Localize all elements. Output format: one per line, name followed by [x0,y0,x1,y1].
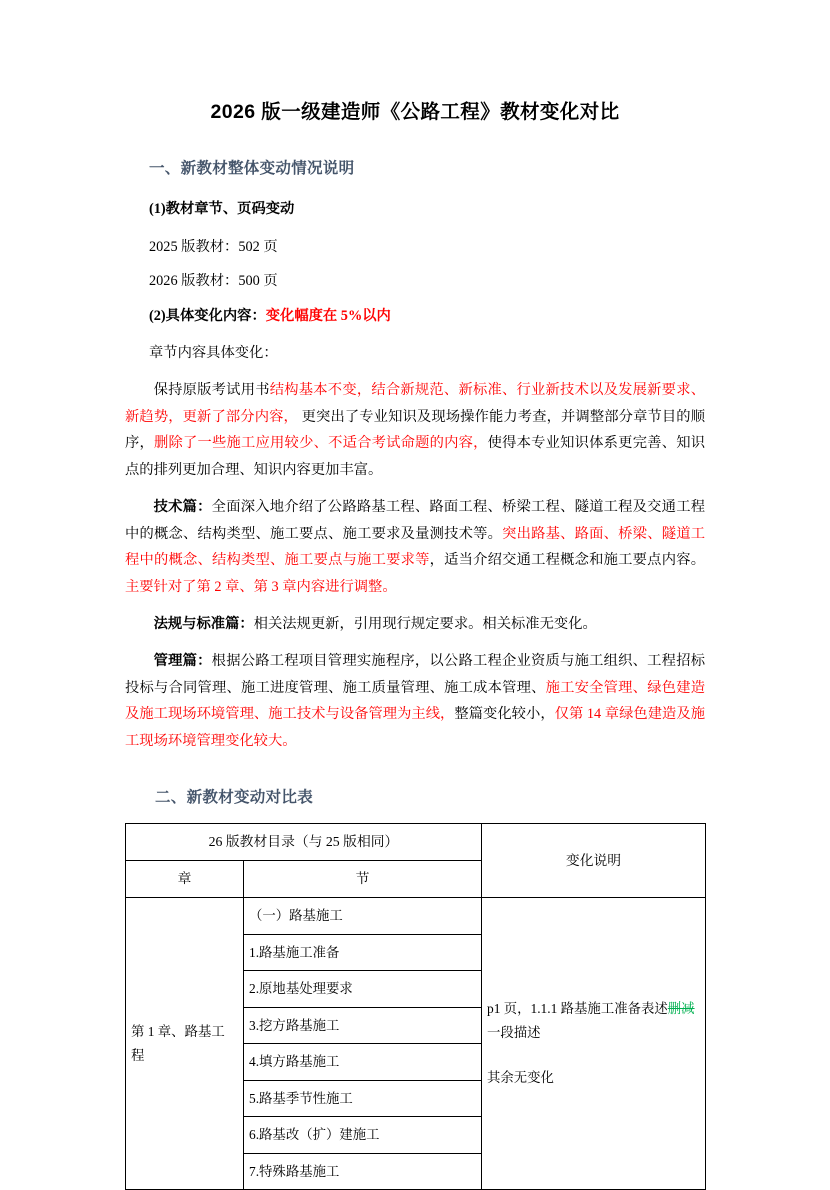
law-part-black-1: 相关法规更新，引用现行规定要求。相关标准无变化。 [253,615,597,632]
table-cell-section: （一）路基施工 [244,898,482,934]
note-black-1: p1 页，1.1.1 路基施工准备表述 [487,1001,668,1017]
table-cell-section: 5.路基季节性施工 [244,1080,482,1116]
table-header-row-1 [126,824,706,861]
page-title: 2026 版一级建造师《公路工程》教材变化对比 [210,101,620,123]
note-line-2: 其余无变化 [487,1070,554,1086]
overview-black-1: 保持原版考试用书 [153,382,270,399]
table-cell-section: 4.填方路基施工 [244,1044,482,1080]
table-cell-change-note [482,898,706,1190]
law-part-label: 法规与标准篇： [153,615,254,632]
table-row [126,898,706,934]
change-content-label: (2)具体变化内容： [149,307,266,324]
tech-part-paragraph [125,494,705,600]
overview-black-3: 使得本专业知识体系更完善、知识点的排列更加合理、知识内容更加丰富。 [125,435,706,478]
table-cell-section: 3.挖方路基施工 [244,1007,482,1043]
manage-part-black-2: 整篇变化较小， [454,706,555,723]
manage-part-paragraph [125,648,705,754]
table-header-change-note: 变化说明 [482,824,706,898]
note-black-2: 一段描述 [487,1024,541,1040]
manage-part-red-1: 施工安全管理、绿色建造及施工现场环境管理、施工技术与设备管理为主线， [125,679,706,723]
table-cell-section: 7.特殊路基施工 [244,1153,482,1189]
manage-part-black-1: 根据公路工程项目管理实施程序，以公路工程企业资质与施工组织、工程招标投标与合同管理、施工进度管理、施工质量管理、施工成本管理、 [125,653,706,696]
table-header-catalog: 26 版教材目录（与 25 版相同） [126,824,482,861]
tech-part-red-2: 主要针对了第 2 章、第 3 章内容进行调整。 [125,578,397,595]
tech-part-red-1: 突出路基、路面、桥梁、隧道工程中的概念、结构类型、施工要点与施工要求等 [125,525,706,569]
table-cell-section: 2.原地基处理要求 [244,971,482,1007]
note-line-1 [487,997,700,1044]
overview-red-2: 删除了一些施工应用较少、不适合考试命题的内容， [154,435,488,452]
item-label-change-content [149,303,705,329]
section-heading-two: 二、新教材变动对比表 [155,789,314,807]
manage-part-red-2: 仅第 14 章绿色建造及施工现场环境管理变化较大。 [125,706,705,749]
change-content-value: 变化幅度在 5%以内 [265,307,391,324]
section-heading-one: 一、新教材整体变动情况说明 [149,160,355,178]
chapter-change-intro: 章节内容具体变化： [149,345,278,362]
table-header-chapter: 章 [126,861,244,898]
edition-2026-pages: 2026 版教材：500 页 [149,273,278,290]
overview-black-2: 更突出了专业知识及现场操作能力考查，并调整部分章节目的顺序， [125,408,706,452]
change-comparison-table [125,823,706,1190]
item-label-chapters-pages: (1)教材章节、页码变动 [149,201,295,218]
document-content [125,100,705,1190]
table-cell-chapter: 第 1 章、路基工程 [126,898,244,1190]
overview-paragraph [125,377,705,483]
table-cell-section: 1.路基施工准备 [244,934,482,970]
note-deleted-text: 删减 [667,1001,695,1017]
tech-part-label: 技术篇： [153,499,212,516]
overview-red-1: 结构基本不变，结合新规范、新标准、行业新技术以及发展新要求、新趋势，更新了部分内容， [125,382,706,425]
tech-part-black-1: 全面深入地介绍了公路路基工程、路面工程、桥梁工程、隧道工程及交通工程中的概念、结构类型、施工要点、施工要求及量测技术等。 [125,499,706,542]
manage-part-label: 管理篇： [153,653,212,670]
edition-2025-pages: 2025 版教材：502 页 [149,238,278,255]
tech-part-black-2: ，适当介绍交通工程概念和施工要点内容。 [429,552,705,569]
law-part-paragraph [125,611,705,637]
table-header-section: 节 [244,861,482,898]
table-cell-section: 6.路基改（扩）建施工 [244,1117,482,1153]
